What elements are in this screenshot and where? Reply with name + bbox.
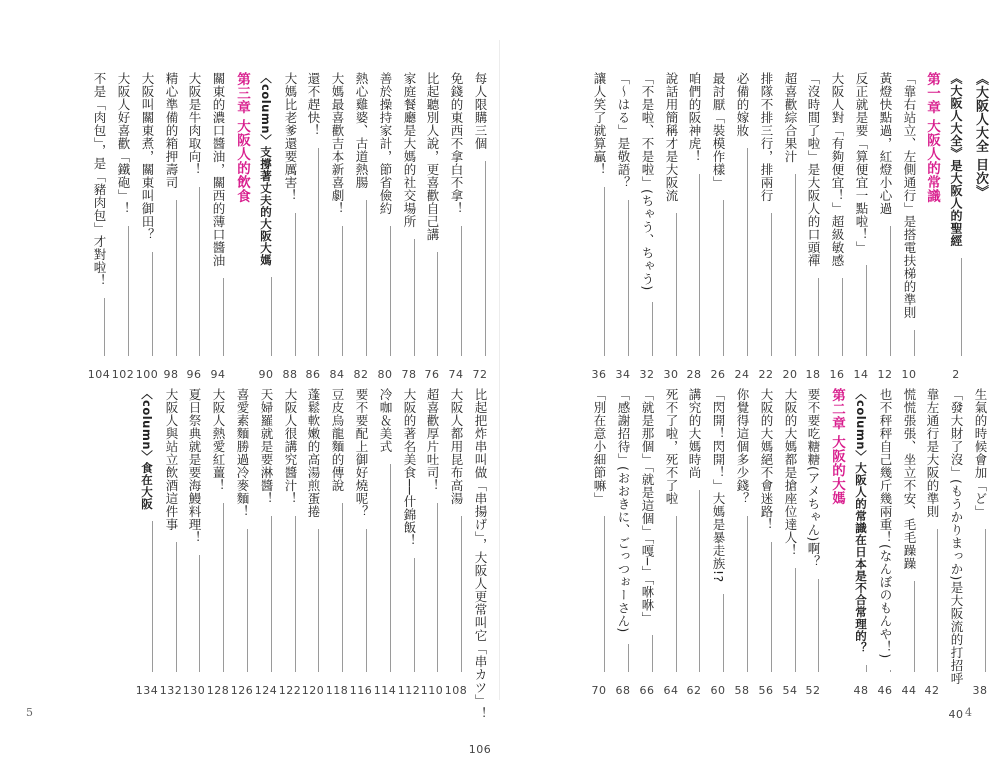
leader-line: [450, 226, 462, 356]
leader-line: [855, 265, 867, 356]
toc-entry: [349, 388, 373, 698]
toc-entry-page-number: 28: [686, 368, 702, 381]
leader-line: [403, 239, 415, 356]
toc-entry: [682, 72, 706, 382]
toc-entry-title: 善於操持家計，節省儉約: [378, 72, 393, 215]
toc-entry-title: 喜愛素麵勝過冷麥麵！: [235, 388, 250, 518]
toc-entry-title: 大阪人對「有夠便宜！」超級敏感: [830, 72, 845, 267]
leader-line: [165, 200, 177, 356]
leader-line: [212, 278, 224, 356]
leader-line: [665, 213, 677, 356]
toc-entry-page-number: 110: [420, 684, 444, 697]
toc-entry-page-number: 34: [615, 368, 631, 381]
toc-entry-title: 排隊不排三行，排兩行: [759, 72, 774, 202]
toc-entry-title: 第一章 大阪人的常識: [924, 72, 940, 204]
leader-line: [831, 278, 843, 356]
toc-entry-title: 《大阪人大全》是大阪人的聖經: [949, 72, 963, 247]
toc-entry-page-number: 94: [210, 368, 226, 381]
toc-entry-title: 大阪人都用昆布高湯: [449, 388, 464, 505]
toc-entry-page-number: 116: [349, 684, 373, 697]
toc-entry-page-number: 82: [353, 368, 369, 381]
toc-entry: [135, 72, 159, 382]
toc-entry-page-number: 48: [853, 684, 869, 697]
toc-entry: [873, 388, 897, 698]
toc-entry-page-number: 60: [710, 684, 726, 697]
leader-line: [260, 277, 272, 356]
toc-entry-page-number: 18: [805, 368, 821, 381]
leader-line: [379, 226, 391, 356]
toc-entry: [468, 388, 492, 756]
toc-entry-title: 靠左通行是大阪的準則: [925, 388, 940, 518]
toc-entry: [325, 388, 349, 698]
toc-entry-page-number: 2: [952, 368, 960, 381]
toc-entry-title: 精心準備的箱押壽司: [164, 72, 179, 189]
leader-line: [117, 226, 129, 356]
toc-entry-page-number: 120: [301, 684, 325, 697]
toc-entry-title: 天婦羅就是要淋醬！: [259, 388, 274, 505]
left-page-bottom-column: [0, 388, 500, 756]
toc-entry-title: 必備的嫁妝: [735, 72, 750, 137]
toc-entry-title: 熱心雞婆、古道熱腸: [354, 72, 369, 189]
chapter-heading: [230, 72, 254, 382]
leader-line: [284, 516, 296, 672]
toc-entry-page-number: 68: [615, 684, 631, 697]
toc-entry-title: 大媽最喜歡吉本新喜劇！: [330, 72, 345, 215]
toc-entry: [206, 388, 230, 698]
leader-line: [593, 516, 605, 672]
toc-entry: [944, 388, 968, 721]
toc-entry-page-number: 16: [829, 368, 845, 381]
column-entry: [135, 388, 159, 698]
toc-entry-title: 慌慌張張、坐立不安、毛毛躁躁: [902, 388, 917, 570]
leader-line: [355, 529, 367, 672]
leader-line: [188, 187, 200, 356]
leader-line: [141, 521, 153, 672]
toc-entry-title: 「發大財了沒」(もうかりまっか)是大阪流的打招呼: [949, 388, 964, 685]
toc-entry: [182, 388, 206, 698]
toc-entry: [754, 72, 778, 382]
toc-entry-title: 咱們的阪神虎！: [687, 72, 702, 163]
toc-entry-title: 說話用簡稱才是大阪流: [664, 72, 679, 202]
toc-entry-page-number: 118: [325, 684, 349, 697]
column-entry: [254, 72, 278, 382]
toc-entry-title: 《大阪人大全 目次》: [973, 72, 988, 199]
leader-line: [617, 200, 629, 356]
toc-entry-title: 「閃開！閃開！」大媽是暴走族!?: [711, 388, 726, 583]
right-page: [500, 0, 1000, 738]
toc-entry: [397, 72, 421, 382]
toc-entry-page-number: 90: [258, 368, 274, 381]
toc-entry-page-number: 46: [877, 684, 893, 697]
toc-entry: [420, 388, 444, 698]
toc-entry: [825, 72, 849, 382]
leader-line: [593, 187, 605, 356]
toc-entry-page-number: 40: [948, 707, 964, 721]
toc-entry: [706, 72, 730, 382]
leader-line: [784, 568, 796, 672]
toc-entry-title: 反正就是要「算便宜一點啦！」: [854, 72, 869, 254]
leader-line: [926, 529, 938, 672]
toc-entry-title: 「～はる」是敬語？: [616, 72, 631, 189]
left-page-top-column: [0, 72, 500, 402]
folio-right: 4: [965, 706, 972, 719]
toc-entry: [278, 388, 302, 698]
toc-entry: [778, 388, 802, 698]
leader-line: [712, 594, 724, 672]
leader-line: [307, 529, 319, 672]
toc-entry-page-number: 84: [329, 368, 345, 381]
toc-entry-title: 關東的濃口醬油，關西的薄口醬油: [211, 72, 226, 267]
toc-entry-title: 要不要吃糖糖(アメちゃん)啊？: [806, 388, 821, 568]
toc-entry-title: 冷咖＆美式: [378, 388, 393, 453]
toc-entry-title: 大阪的大媽都是搶座位達人！: [783, 388, 798, 557]
leader-line: [284, 213, 296, 356]
toc-entry-page-number: 62: [686, 684, 702, 697]
toc-entry-page-number: 66: [639, 684, 655, 697]
toc-entry-title: 大阪是牛肉取向！: [187, 72, 202, 176]
toc-entry-page-number: 42: [924, 684, 940, 697]
toc-entry-page-number: 76: [424, 368, 440, 381]
toc-entry-title: 還不趕快！: [306, 72, 321, 137]
toc-entry-page-number: 124: [254, 684, 278, 697]
toc-entry-title: 比起把炸串叫做「串揚げ」，大阪人更常叫它「串カツ」！: [473, 388, 488, 720]
toc-entry-page-number: 56: [758, 684, 774, 697]
toc-entry: [897, 72, 921, 382]
toc-entry: [659, 388, 683, 698]
toc-entry-title: 「就是那個」「就是這個」「嘎─」「咻咻」: [640, 388, 655, 625]
toc-entry-title: 大阪叫關東煮，關東叫御田？: [140, 72, 155, 241]
toc-entry-title: 死不了啦，死不了啦: [664, 388, 679, 505]
toc-entry-title: 大媽比老爹還要厲害！: [283, 72, 298, 202]
toc-entry-title: 大阪人很講究醬汁！: [283, 388, 298, 505]
toc-entry-title: 生氣的時候會加「ど」: [973, 388, 988, 518]
toc-entry-title: 大阪人好喜歡「鐵砲」！: [116, 72, 131, 215]
toc-entry-page-number: 112: [397, 684, 421, 697]
leader-line: [688, 174, 700, 356]
toc-entry-page-number: 88: [282, 368, 298, 381]
toc-entry-page-number: 130: [182, 684, 206, 697]
toc-entry: [801, 388, 825, 698]
toc-entry-page-number: 14: [853, 368, 869, 381]
toc-entry: [635, 72, 659, 382]
toc-entry-title: 大阪人與站立飲酒這件事: [164, 388, 179, 531]
toc-entry-page-number: 74: [448, 368, 464, 381]
leader-line: [903, 581, 915, 672]
toc-entry: [301, 72, 325, 382]
toc-entry-title: 超喜歡厚片吐司！: [425, 388, 440, 492]
leader-line: [879, 226, 891, 356]
left-page: [0, 0, 500, 756]
toc-entry: [897, 388, 921, 698]
toc-entry-page-number: 134: [135, 684, 159, 697]
leader-line: [236, 529, 248, 672]
leader-line: [403, 558, 415, 672]
toc-entry: [944, 72, 968, 382]
toc-entry: [801, 72, 825, 382]
right-page-top-column: [500, 72, 1000, 402]
toc-entry-title: 最討厭「裝模作樣」: [711, 72, 726, 189]
toc-entry-title: 讓人笑了就算贏！: [592, 72, 607, 176]
toc-entry-title: 大阪的著名美食──什錦飯！: [402, 388, 417, 548]
toc-entry-title: 第三章 大阪人的飲食: [234, 72, 250, 204]
toc-entry: [706, 388, 730, 698]
toc-entry: [111, 72, 135, 382]
toc-entry-page-number: 72: [472, 368, 488, 381]
toc-entry: [730, 72, 754, 382]
toc-entry: [468, 72, 492, 382]
toc-entry-title: 「別在意小細節嘛」: [592, 388, 607, 505]
leader-line: [331, 503, 343, 672]
toc-entry-title: 豆皮烏龍麵的傳說: [330, 388, 345, 492]
leader-line: [712, 200, 724, 356]
leader-line: [141, 252, 153, 356]
toc-entry-page-number: 132: [159, 684, 183, 697]
toc-entry-page-number: 122: [278, 684, 302, 697]
toc-entry-page-number: 10: [901, 368, 917, 381]
chapter-heading: [920, 72, 944, 382]
toc-entry-title: 比起聽別人說，更喜歡自己講: [425, 72, 440, 241]
leader-line: [903, 330, 915, 356]
leader-line: [450, 516, 462, 672]
toc-entry: [968, 388, 992, 698]
toc-entry-page-number: 32: [639, 368, 655, 381]
toc-entry-page-number: 30: [663, 368, 679, 381]
toc-entry-page-number: 126: [230, 684, 254, 697]
toc-entry-page-number: 108: [444, 684, 468, 697]
leader-line: [474, 161, 486, 356]
toc-entry-title: 「不是啦、不是啦」(ちゃう、ちゃう): [640, 72, 655, 291]
toc-entry-page-number: 78: [401, 368, 417, 381]
toc-entry-page-number: 54: [782, 684, 798, 697]
leader-line: [950, 258, 962, 356]
toc-entry: [659, 72, 683, 382]
toc-entry-page-number: 24: [734, 368, 750, 381]
leader-line: [736, 516, 748, 672]
toc-entry-page-number: 102: [111, 368, 135, 381]
toc-entry: [611, 72, 635, 382]
toc-entry-page-number: 58: [734, 684, 750, 697]
leader-line: [760, 213, 772, 356]
leader-line: [260, 516, 272, 672]
leader-line: [307, 148, 319, 356]
toc-entry: [301, 388, 325, 698]
toc-entry-title: 講究的大媽時尚: [687, 388, 702, 479]
leader-line: [784, 174, 796, 356]
toc-entry: [397, 388, 421, 698]
toc-entry: [420, 72, 444, 382]
toc-entry-page-number: 52: [805, 684, 821, 697]
toc-entry-title: 家庭餐廳是大媽的社交場所: [402, 72, 417, 228]
toc-entry-title: 不是「肉包」，是「豬肉包」才對啦！: [92, 72, 107, 287]
toc-entry-page-number: 100: [135, 368, 159, 381]
toc-entry: [159, 388, 183, 698]
toc-entry-page-number: 114: [373, 684, 397, 697]
leader-line: [855, 665, 867, 672]
toc-entry-page-number: 36: [591, 368, 607, 381]
toc-entry: [778, 72, 802, 382]
toc-entry-title: 超喜歡綜合果汁: [783, 72, 798, 163]
toc-entry-page-number: 86: [305, 368, 321, 381]
column-entry: [849, 388, 873, 698]
leader-line: [760, 542, 772, 672]
toc-entry-title: 大阪人熱愛紅薑！: [211, 388, 226, 492]
toc-entry-title: 你覺得這個多少錢？: [735, 388, 750, 505]
toc-entry-page-number: 96: [186, 368, 202, 381]
leader-line: [807, 278, 819, 356]
leader-line: [165, 542, 177, 672]
toc-entry-title: 黃燈快點過，紅燈小心過: [878, 72, 893, 215]
leader-line: [426, 503, 438, 672]
toc-entry: [849, 72, 873, 382]
toc-entry: [730, 388, 754, 698]
toc-entry: [635, 388, 659, 698]
right-page-bottom-column: [500, 388, 1000, 721]
toc-entry-title: 「靠右站立、左側通行」是搭電扶梯的準則: [902, 72, 917, 319]
toc-entry-page-number: 20: [782, 368, 798, 381]
toc-entry: [611, 388, 635, 698]
toc-entry: [349, 72, 373, 382]
toc-entry-title: 〈column〉大阪人的常識在日本是不合常理的？: [854, 388, 868, 655]
chapter-heading: [825, 388, 849, 698]
toc-entry: [587, 72, 611, 382]
toc-entry: [754, 388, 778, 698]
toc-entry-page-number: 26: [710, 368, 726, 381]
toc-entry: [206, 72, 230, 382]
toc-entry: [230, 388, 254, 698]
toc-entry-title: 〈column〉支撐著丈夫的大阪大媽: [259, 72, 273, 267]
toc-entry: [444, 72, 468, 382]
toc-entry-title: 「沒時間了啦」是大阪人的口頭禪: [806, 72, 821, 267]
toc-entry: [587, 388, 611, 698]
toc-entry-page-number: 22: [758, 368, 774, 381]
leader-line: [331, 226, 343, 356]
leader-line: [355, 200, 367, 356]
toc-entry-title: 「感謝招待」(おおきに、ごっつぉーさん): [616, 388, 631, 633]
toc-entry-page-number: 64: [663, 684, 679, 697]
leader-line: [688, 490, 700, 672]
leader-line: [974, 529, 986, 672]
toc-entry: [182, 72, 206, 382]
toc-entry-title: 第二章 大阪的大媽: [829, 388, 845, 506]
toc-entry-title: 蓬鬆軟嫩的高湯煎蛋捲: [306, 388, 321, 518]
toc-entry: [920, 388, 944, 698]
toc-entry-title: 〈column〉食在大阪: [140, 388, 154, 511]
leader-line: [212, 503, 224, 672]
toc-entry-title: 大阪的大媽絕不會迷路！: [759, 388, 774, 531]
toc-entry-page-number: 70: [591, 684, 607, 697]
toc-entry: [873, 72, 897, 382]
toc-entry: [87, 72, 111, 382]
leader-line: [879, 670, 891, 672]
toc-entry: [373, 72, 397, 382]
leader-line: [379, 464, 391, 672]
toc-entry: [968, 72, 992, 382]
toc-entry-title: 每人限購三個: [473, 72, 488, 150]
toc-entry-title: 免錢的東西不拿白不拿！: [449, 72, 464, 215]
toc-entry: [159, 72, 183, 382]
toc-entry-page-number: 12: [877, 368, 893, 381]
toc-entry: [278, 72, 302, 382]
leader-line: [807, 579, 819, 672]
toc-entry: [682, 388, 706, 698]
toc-entry-title: 要不要配上御好燒呢？: [354, 388, 369, 518]
toc-entry: [325, 72, 349, 382]
leader-line: [617, 644, 629, 672]
toc-entry-page-number: 44: [901, 684, 917, 697]
leader-line: [93, 298, 105, 356]
leader-line: [665, 516, 677, 672]
toc-entry-page-number: 80: [377, 368, 393, 381]
leader-line: [641, 635, 653, 672]
toc-entry-title: 夏日祭典就是要海鰻料理！: [187, 388, 202, 544]
leader-line: [641, 302, 653, 356]
toc-entry-page-number: 98: [163, 368, 179, 381]
toc-entry: [373, 388, 397, 698]
toc-entry-page-number: 104: [87, 368, 111, 381]
toc-entry-page-number: 128: [206, 684, 230, 697]
leader-line: [426, 252, 438, 356]
toc-entry-title: 也不秤秤自己幾斤幾兩重！(なんぼのもんや！): [878, 388, 893, 659]
toc-entry: [254, 388, 278, 698]
toc-entry-page-number: 38: [972, 684, 988, 697]
leader-line: [736, 148, 748, 356]
folio-left: 5: [26, 706, 33, 719]
leader-line: [188, 555, 200, 672]
toc-entry: [444, 388, 468, 698]
toc-entry-page-number: 106: [468, 742, 492, 756]
